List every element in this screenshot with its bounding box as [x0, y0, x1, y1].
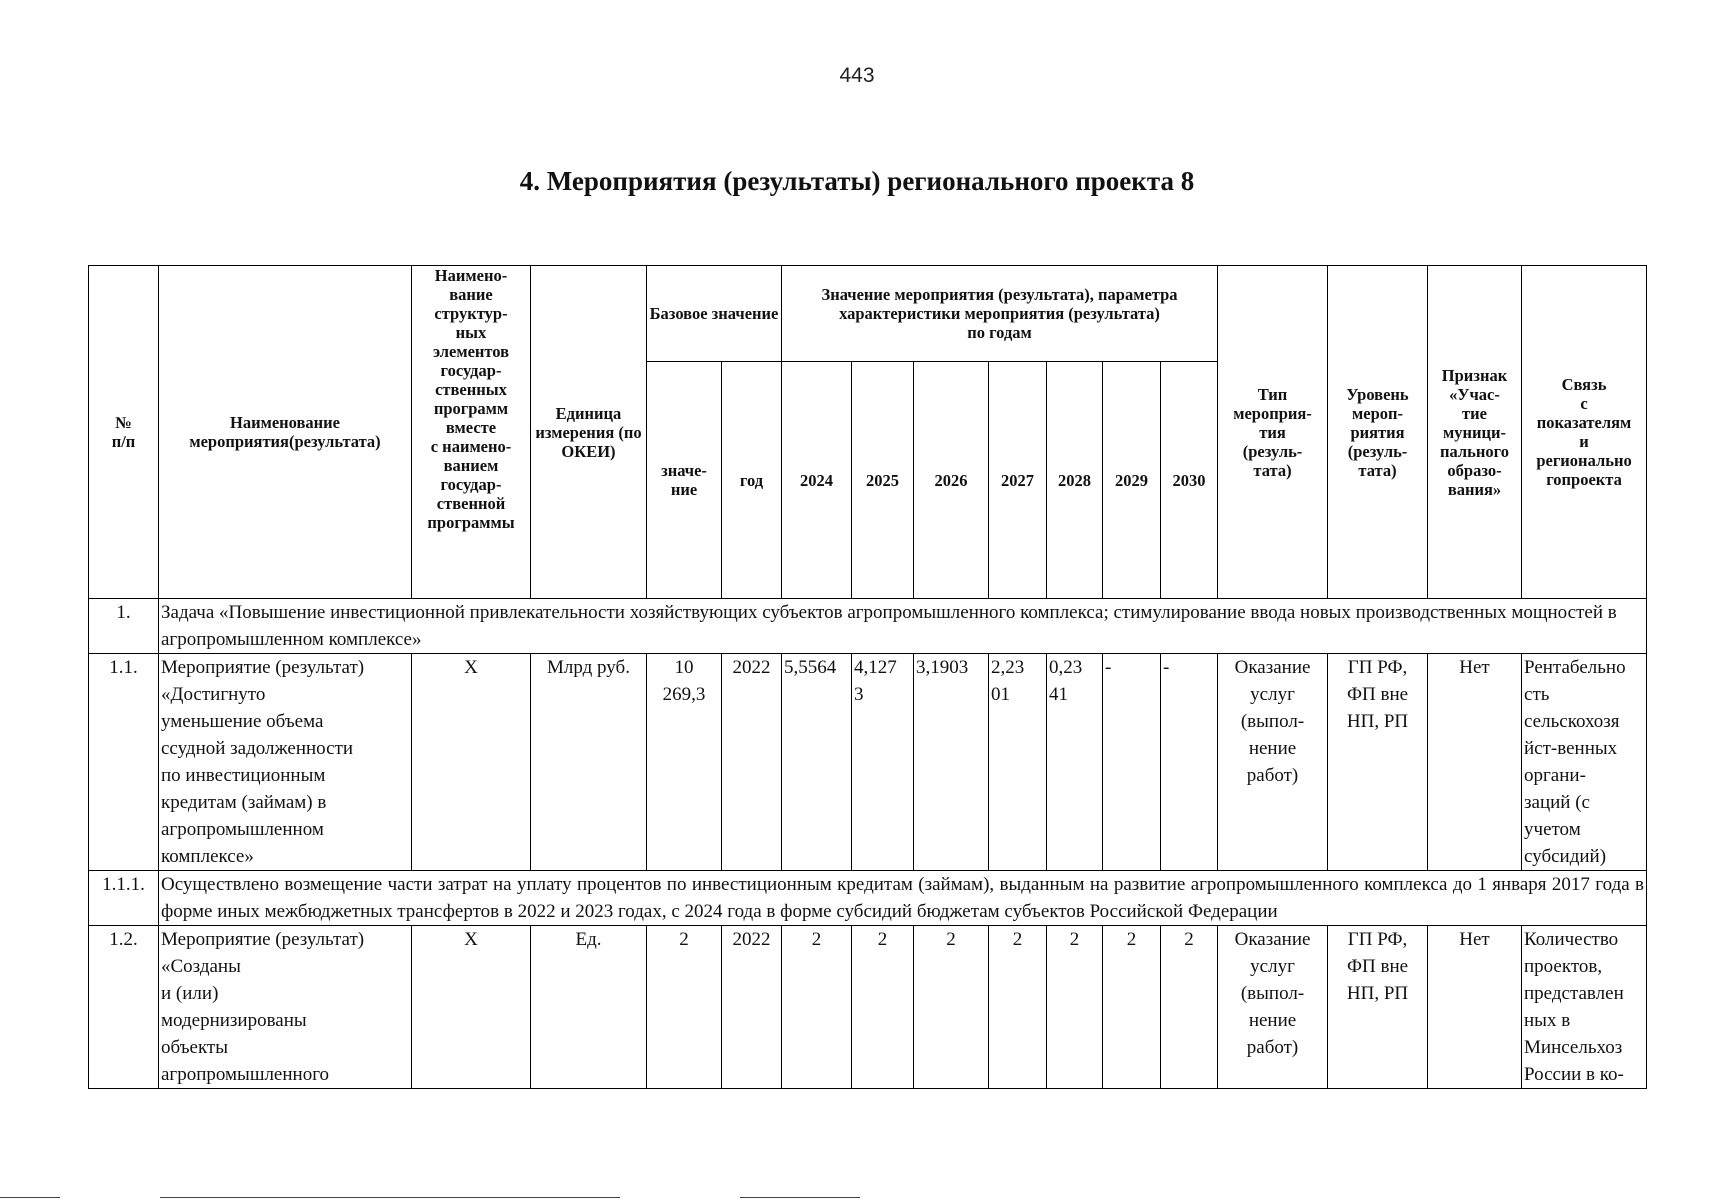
row-value-2024: 5,5564 [782, 654, 852, 871]
row-num: 1.1.1. [89, 871, 159, 926]
task-text: Задача «Повышение инвестиционной привлекательности хозяйствующих субъектов агропромышленного комплекса; стимулирование ввода новых производственных мощностей в агропромышленном комплексе» [159, 599, 1647, 654]
header-year: 2027 [989, 362, 1047, 599]
row-value-2028: 2 [1047, 926, 1103, 1089]
row-value-2029: 2 [1103, 926, 1161, 1089]
row-value-2025: 4,127 3 [852, 654, 914, 871]
header-base-value: значе- ние [647, 362, 722, 599]
header-municipal: Признак «Учас- тие муници- пального образо- вания» [1428, 266, 1522, 599]
header-num: № п/п [89, 266, 159, 599]
subitem-text: Осуществлено возмещение части затрат на уплату процентов по инвестиционным кредитам (займам), выданным на развитие агропромышленного комплекса до 1 января 2017 года в форме иных межбюджетных трансфертов в 2022 и 2023 годах, с 2024 года в форме субсидий бюджетам субъектов Российской Федерации [159, 871, 1647, 926]
row-value-2027: 2,23 01 [989, 654, 1047, 871]
header-unit: Единица измерения (по ОКЕИ) [531, 266, 647, 599]
document-title: 4. Мероприятия (результаты) регионального проекта 8 [519, 166, 1195, 196]
row-num: 1. [89, 599, 159, 654]
scan-artifact-line [0, 1197, 60, 1198]
row-unit: Млрд руб. [531, 654, 647, 871]
row-value-2026: 2 [914, 926, 989, 1089]
header-year: 2026 [914, 362, 989, 599]
row-value-2028: 0,23 41 [1047, 654, 1103, 871]
table-row [89, 654, 1647, 871]
row-value-2024: 2 [782, 926, 852, 1089]
header-type: Тип мероприя- тия (резуль- тата) [1218, 266, 1328, 599]
header-link: Связь с показателям и регионально гопроекта [1522, 266, 1647, 599]
table-row-subitem [89, 871, 1647, 926]
table-row-task [89, 599, 1647, 654]
row-value-2026: 3,1903 [914, 654, 989, 871]
row-value-2030: - [1161, 654, 1218, 871]
header-year: 2029 [1103, 362, 1161, 599]
header-year: 2030 [1161, 362, 1218, 599]
table-row [89, 926, 1647, 1089]
header-level: Уровень мероп- риятия (резуль- тата) [1328, 266, 1428, 599]
row-structural: X [412, 654, 531, 871]
header-year: 2024 [782, 362, 852, 599]
row-value-2027: 2 [989, 926, 1047, 1089]
row-type: Оказание услуг (выпол- нение работ) [1218, 926, 1328, 1089]
row-name: Мероприятие (результат) «Созданы и (или) модернизированы объекты агропромышленного [159, 926, 412, 1089]
header-base: Базовое значение [647, 266, 782, 362]
header-year: 2025 [852, 362, 914, 599]
row-base-value: 2 [647, 926, 722, 1089]
header-structural: Наимено- вание структур- ных элементов государ- ственных программ вместе с наимено- ванием государ- ственной программы [412, 266, 531, 599]
scan-artifact-line [160, 1197, 620, 1198]
row-value-2029: - [1103, 654, 1161, 871]
header-year: 2028 [1047, 362, 1103, 599]
row-base-value: 10 269,3 [647, 654, 722, 871]
header-base-year: год [722, 362, 782, 599]
row-municipal: Нет [1428, 654, 1522, 871]
results-table [88, 265, 1647, 1089]
row-num: 1.1. [89, 654, 159, 871]
row-name: Мероприятие (результат) «Достигнуто уменьшение объема ссудной задолженности по инвестиционным кредитам (займам) в агропромышленном комплексе» [159, 654, 412, 871]
row-level: ГП РФ, ФП вне НП, РП [1328, 654, 1428, 871]
row-link: Рентабельно сть сельскохозя йст-венных органи- заций (с учетом субсидий) [1522, 654, 1647, 871]
row-link: Количество проектов, представлен ных в Минсельхоз России в ко- [1522, 926, 1647, 1089]
row-value-2025: 2 [852, 926, 914, 1089]
header-values-group: Значение мероприятия (результата), параметра характеристики мероприятия (результата) по годам [782, 266, 1218, 362]
row-value-2030: 2 [1161, 926, 1218, 1089]
page-number: 443 [839, 64, 875, 87]
row-municipal: Нет [1428, 926, 1522, 1089]
row-level: ГП РФ, ФП вне НП, РП [1328, 926, 1428, 1089]
row-structural: X [412, 926, 531, 1089]
row-base-year: 2022 [722, 926, 782, 1089]
row-num: 1.2. [89, 926, 159, 1089]
row-unit: Ед. [531, 926, 647, 1089]
header-name: Наименование мероприятия(результата) [159, 266, 412, 599]
scan-artifact-line [740, 1197, 860, 1198]
row-type: Оказание услуг (выпол- нение работ) [1218, 654, 1328, 871]
row-base-year: 2022 [722, 654, 782, 871]
